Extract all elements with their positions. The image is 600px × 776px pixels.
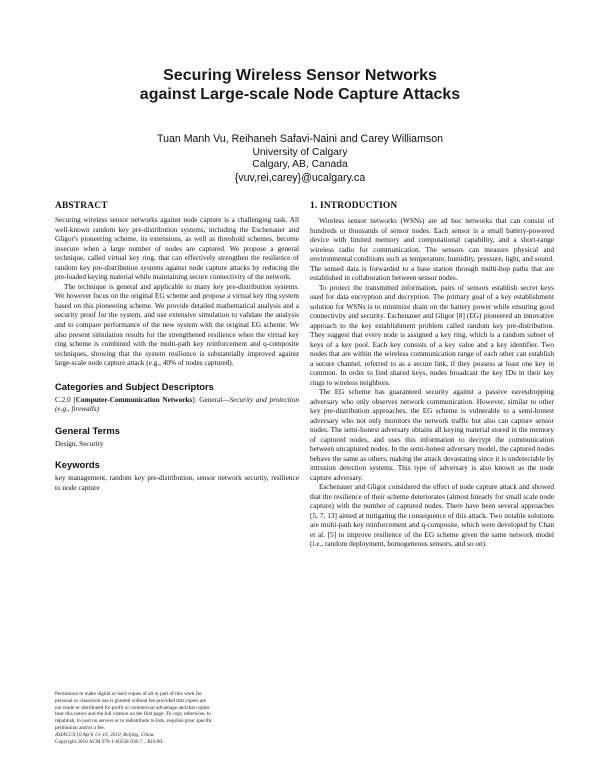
author-names: Tuan Manh Vu, Reihaneh Safavi-Naini and Carey Williamson — [157, 133, 443, 145]
footnote-copyright: Copyright 2010 ACM 978-1-60558-936-7 ...$10.00. — [55, 738, 164, 745]
footnote-venue: ASIACCS'10 April 13–16, 2010, Beijing, China. — [55, 731, 155, 738]
categories-bold: Computer-Communication Networks — [75, 395, 193, 404]
right-column — [310, 201, 554, 549]
title-line-1: Securing Wireless Sensor Networks — [163, 67, 437, 84]
footnote-line: Permission to make digital or hard copies of all or part of this work for — [55, 691, 202, 697]
categories-mid: ]: General— — [192, 395, 230, 404]
intro-paragraph-4: Eschenauer and Gligor considered the effect of node capture attack and showed that the resilience of their scheme deteriorates (almost linearly for small scale node capture) with the number of captured nodes. There have been several approaches [5, 7, 13] aimed at mitigating the consequence of this attack. Two notable solutions are multi-path key reinforcement and q-composite, which were developed by Chan et al. [5] to improve resilience of the EG scheme given the same network model (i.e., random deployment, homogeneous sensors, and so on). — [310, 482, 554, 548]
paper-title — [0, 66, 600, 104]
categories-code: C.2.0 [ — [55, 395, 76, 404]
intro-paragraph-2: To protect the transmitted information, pairs of sensors establish secret keys used for data encryption and decryption. The primary goal of a key establishment solution for WSNs is to minimize drain on the battery power while ensuring good connectivity and security. Eschenauer and Gligor [8] (EG) pioneered an innovative approach to the key establishment problem called random key pre-distribution. They suggest that every node is assigned a key ring, which is a random subset of keys of a key pool. Each key consists of a key value and a key identifier. Two nodes that are within the wireless communication range of each other can establish a secure channel, referred to as a secure link, if they possess at least one key in common. In order to find shared keys, nodes broadcast the key IDs in their key rings to wireless neighbors. — [310, 282, 554, 387]
footnote-line: not made or distributed for profit or commercial advantage and that copies — [55, 704, 210, 711]
author-emails: {vuv,rei,carey}@ucalgary.ca — [234, 171, 366, 184]
affiliation: University of Calgary — [252, 146, 348, 158]
title-line-2: against Large-scale Node Capture Attacks — [139, 86, 461, 103]
categories-section — [55, 381, 299, 415]
intro-paragraph-1: Wireless sensor networks (WSNs) are ad hoc networks that can consist of hundreds or thousands of sensor nodes. Each sensor is a small battery-powered device with limited memory and computational capability, and a short-range wireless radio for communication. The sensors can measure physical and environmental conditions such as temperature, humidity, pressure, light, and sound. The sensed data is forwarded to a base station through multi-hop paths that are established in collaboration between sensor nodes. — [310, 216, 554, 282]
footnote-line: republish, to post on servers or to redistribute to lists, requires prior specific — [55, 718, 213, 725]
copyright-footnote — [55, 691, 299, 745]
location: Calgary, AB, Canada — [252, 159, 348, 170]
abstract-paragraph-2: The technique is general and applicable to many key pre-distribution systems. We however focus on the original EG scheme and propose a virtual key ring system based on this pioneering scheme. We provide detailed mathematical analysis and a security proof for the system, and use extensive simulation to validate the analysis and to compare performance of the new system with the original EG scheme. We also present simulation results for the strengthened resilience when the virtual key ring scheme is combined with the multi-path key reinforcement and q-composite techniques, showing that the system resilience is substantially improved against large-scale node capture attack (e.g., 40% of nodes captured). — [55, 282, 299, 368]
keywords-heading: Keywords — [55, 459, 100, 471]
footnote-line: permission and/or a fee. — [55, 724, 105, 731]
general-terms-text: Design, Security — [55, 439, 104, 448]
keywords-text: key management, random key pre-distribution, sensor network security, resilience to node capture — [55, 474, 299, 492]
general-terms-section — [55, 425, 299, 450]
general-terms-heading: General Terms — [55, 424, 120, 436]
footnote-line: personal or classroom use is granted without fee provided that copies are — [55, 697, 207, 704]
categories-italic: Security and protection (e.g., firewalls) — [55, 395, 299, 414]
intro-paragraph-3: The EG scheme has guaranteed security against a passive eavesdropping adversary who only observes network communication. However, similar to other key pre-distribution approaches, the EG scheme is vulnerable to a semi-honest adversary who not only monitors the network traffic but also can capture sensor nodes. The semi-honest adversary obtains all keying material stored in the memory of captured nodes, and uses this information to decrypt the communication between uncaptured nodes. In the semi-honest adversary model, the captured nodes behave the same as others, making the attack devastating since it is undetectable by intrusion detection systems. This type of adversary is also known as the node capture adversary. — [310, 387, 554, 482]
author-block — [0, 133, 600, 184]
categories-heading: Categories and Subject Descriptors — [55, 380, 214, 392]
footnote-line: bear this notice and the full citation on the first page. To copy otherwise, to — [55, 711, 211, 718]
left-column — [55, 201, 299, 500]
categories-text — [55, 396, 299, 415]
keywords-section — [55, 459, 299, 493]
abstract-paragraph-1: Securing wireless sensor networks against node capture is a challenging task. All well-known random key pre-distribution systems, including the Eschenauer and Gligor's pioneering scheme, its extensions, as well as threshold schemes, become insecure when a large number of nodes are captured. We propose a general technique, called virtual key ring, that can effectively strengthen the resilience of random key pre-distribution systems against node capture attacks by reducing the pre-loaded keying material while maintaining secure connectivity of the network. — [55, 216, 299, 282]
abstract-heading: ABSTRACT — [55, 201, 108, 211]
abstract-section — [55, 201, 299, 369]
introduction-heading: 1. INTRODUCTION — [310, 201, 398, 211]
